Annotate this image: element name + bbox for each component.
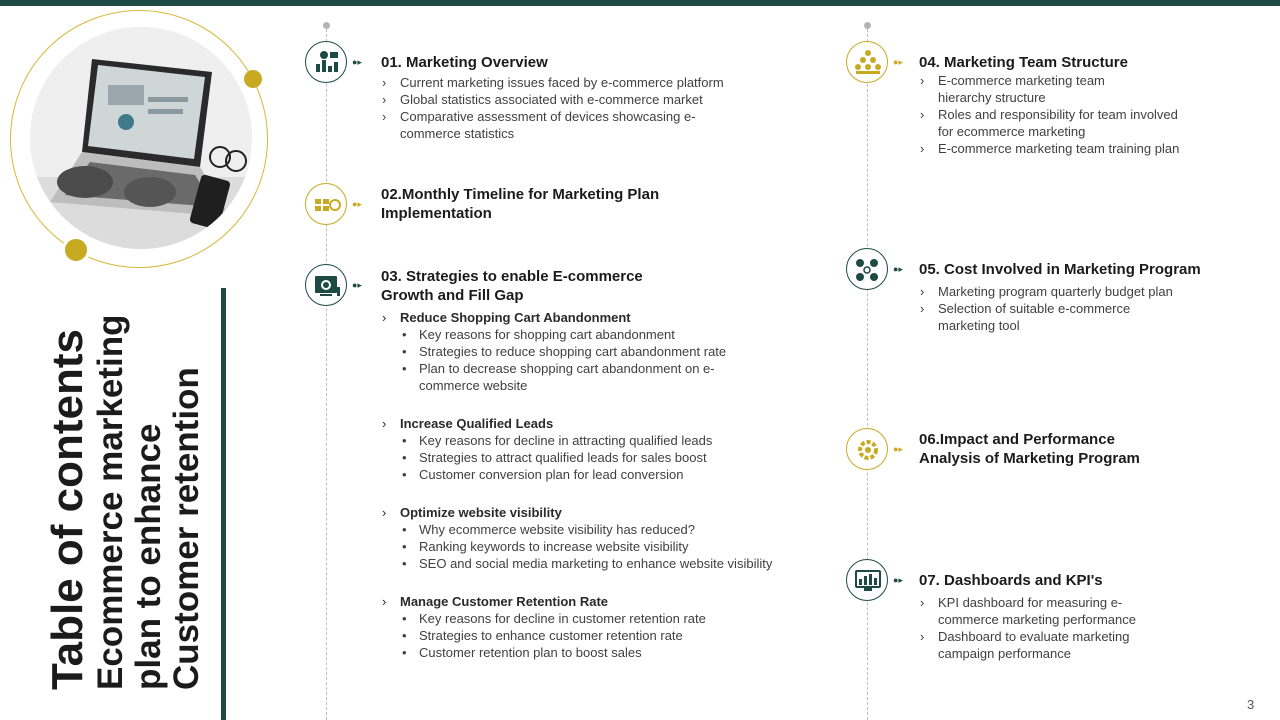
chevron-icon: ●▸ <box>352 280 362 290</box>
section-heading: 03. Strategies to enable E-commerce Growth and Fill Gap <box>381 268 643 304</box>
section-heading: 01. Marketing Overview <box>381 54 548 71</box>
chevron-icon: ●▸ <box>893 575 903 585</box>
list-item: › Marketing program quarterly budget plan <box>920 284 1173 299</box>
list-item: • Plan to decrease shopping cart abandonment on e- <box>402 361 715 376</box>
timeline-start-dot-right <box>864 22 871 29</box>
list-item: • Key reasons for shopping cart abandonment <box>402 327 675 342</box>
section-heading: 06.Impact and Performance Analysis of Marketing Program <box>919 431 1140 467</box>
list-item: • Key reasons for decline in customer retention rate <box>402 611 706 626</box>
section-heading: 04. Marketing Team Structure <box>919 54 1128 71</box>
section-04 <box>919 53 1259 157</box>
list-item: • Key reasons for decline in attracting qualified leads <box>402 433 713 448</box>
page-number: 3 <box>1247 697 1255 712</box>
gear-impact-icon <box>846 428 888 470</box>
chevron-icon: ●▸ <box>893 264 903 274</box>
kpi-dashboard-icon <box>846 559 888 601</box>
top-accent-bar <box>0 0 1280 6</box>
team-hierarchy-icon <box>846 41 888 83</box>
cost-coins-icon <box>846 248 888 290</box>
subsection-qualified-leads: › Increase Qualified Leads • Key reasons for decline in attracting qualified leads • Strategies to attract qualified leads for sales boost • Customer conversion plan for lead conversion <box>381 415 821 483</box>
list-item: • SEO and social media marketing to enhance website visibility <box>402 556 773 571</box>
list-item-continuation: commerce statistics <box>400 126 515 141</box>
subsection-customer-retention: › Manage Customer Retention Rate • Key reasons for decline in customer retention rate • Strategies to enhance customer retention rate • Customer retention plan to boost sales <box>381 593 821 661</box>
title-line-1: Table of contents <box>43 329 92 690</box>
list-item: • Ranking keywords to increase website visibility <box>402 539 689 554</box>
list-item-continuation: campaign performance <box>938 646 1071 661</box>
chevron-icon: ●▸ <box>352 199 362 209</box>
chevron-icon: ●▸ <box>893 57 903 67</box>
chevron-icon: ●▸ <box>893 444 903 454</box>
section-07 <box>919 571 1259 662</box>
timeline-left <box>326 29 327 720</box>
slide-title <box>44 315 206 690</box>
chart-dashboard-icon <box>305 41 347 83</box>
list-item: › E-commerce marketing team training plan <box>920 141 1180 156</box>
list-item: • Strategies to enhance customer retention rate <box>402 628 683 643</box>
list-item-continuation: hierarchy structure <box>938 90 1046 105</box>
list-item: › Global statistics associated with e-commerce market <box>382 92 703 107</box>
list-item: › Roles and responsibility for team involved <box>920 107 1178 122</box>
decor-dot-bottom <box>62 236 90 264</box>
list-item: › KPI dashboard for measuring e- <box>920 595 1123 610</box>
list-item: › Comparative assessment of devices showcasing e- <box>382 109 696 124</box>
list-item-continuation: marketing tool <box>938 318 1020 333</box>
subsection-cart-abandonment: › Reduce Shopping Cart Abandonment • Key reasons for shopping cart abandonment • Strategies to reduce shopping cart abandonment rate • Plan to decrease shopping cart abandonment on e- commerce website <box>381 309 821 394</box>
title-accent-bar <box>221 288 226 720</box>
timeline-right <box>867 29 868 720</box>
timeline-blocks-icon <box>305 183 347 225</box>
timeline-start-dot-left <box>323 22 330 29</box>
title-line-3: plan to enhance <box>129 423 168 690</box>
list-item-continuation: commerce website <box>419 378 528 393</box>
list-item: › Current marketing issues faced by e-commerce platform <box>382 75 724 90</box>
decor-dot-top <box>244 70 262 88</box>
section-02 <box>381 185 811 223</box>
section-heading: 05. Cost Involved in Marketing Program <box>919 261 1201 278</box>
list-item: › Selection of suitable e-commerce <box>920 301 1131 316</box>
section-heading: 07. Dashboards and KPI's <box>919 572 1103 589</box>
laptop-photo <box>30 27 252 249</box>
section-06 <box>919 430 1259 468</box>
list-item: • Why ecommerce website visibility has reduced? <box>402 522 695 537</box>
list-item-continuation: for ecommerce marketing <box>938 124 1086 139</box>
title-line-2: Ecommerce marketing <box>91 314 130 690</box>
section-03 <box>381 267 821 661</box>
list-item: › Dashboard to evaluate marketing <box>920 629 1130 644</box>
list-item: • Customer conversion plan for lead conversion <box>402 467 684 482</box>
list-item: › E-commerce marketing team <box>920 73 1105 88</box>
list-item: • Strategies to reduce shopping cart abandonment rate <box>402 344 727 359</box>
list-item-continuation: commerce marketing performance <box>938 612 1136 627</box>
list-item: • Customer retention plan to boost sales <box>402 645 642 660</box>
section-heading: 02.Monthly Timeline for Marketing Plan Implementation <box>381 186 660 222</box>
monitor-strategy-icon <box>305 264 347 306</box>
section-01 <box>381 53 811 142</box>
chevron-icon: ●▸ <box>352 57 362 67</box>
list-item: • Strategies to attract qualified leads for sales boost <box>402 450 707 465</box>
section-05 <box>919 260 1259 334</box>
title-line-4: Customer retention <box>167 367 206 690</box>
subsection-website-visibility: › Optimize website visibility • Why ecommerce website visibility has reduced? • Ranking keywords to increase website visibility • SEO and social media marketing to enhance website visibility <box>381 504 821 572</box>
